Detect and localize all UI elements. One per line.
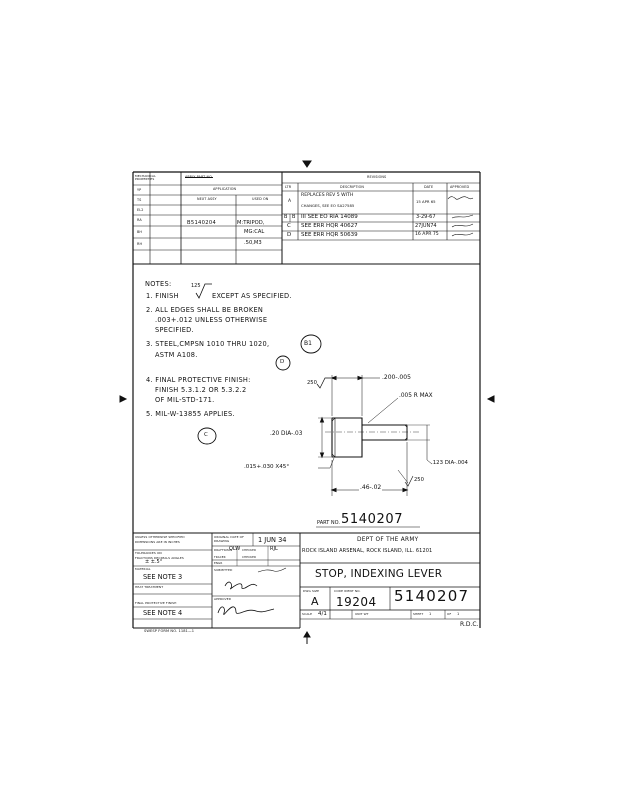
of-label: OF [447, 612, 452, 616]
code-ident-value: 19204 [336, 595, 377, 609]
scale-value: 4/1 [318, 611, 327, 617]
rev-d-approved [450, 232, 457, 236]
note-circle-c: C [204, 432, 208, 438]
form-number: SWESP FORM NO. 1181—1 [144, 629, 195, 633]
dim-finish-250-bottom: 250 [414, 477, 424, 483]
rev-c-approved [450, 223, 457, 227]
rev-a-desc2: CHANGES, SEE EO SA27585 [301, 203, 355, 208]
note-2-line2: .003+.012 UNLESS OTHERWISE [155, 316, 268, 324]
sheet-label: SHEET [413, 612, 424, 616]
rev-col-description: DESCRIPTION [340, 185, 365, 189]
tol-text-4: FRACTIONS DECIMALS ANGLES [135, 556, 184, 560]
checker-value: RJL [270, 546, 278, 552]
next-assy-value: B5140204 [187, 220, 217, 226]
application-header: APPLICATION [213, 187, 237, 191]
tol-text-3: TOLERANCES ON [135, 551, 162, 555]
mech-props-header: MECHANICAL PROPERTIES [135, 174, 156, 182]
apply-part-no-label: APPLY PART NO. [185, 175, 213, 179]
rev-b-desc: III SEE EO RIA 14089 [301, 214, 358, 220]
rev-b-approved [450, 214, 456, 218]
dim-46: .46-.02 [360, 484, 382, 491]
dim-005r: .005 R MAX [399, 393, 433, 399]
rev-a-date: 15 APR 65 [416, 199, 436, 204]
scale-label: SCALE [302, 612, 313, 616]
used-on-item-2: MG:CAL [244, 229, 265, 235]
mech-prop-rh: RH [137, 242, 143, 246]
rev-a-desc1: REPLACES REV 5 WITH [301, 193, 354, 198]
dim-finish-250-top: 250 [307, 380, 317, 386]
used-on-label: USED ON [252, 197, 269, 201]
note-4-line3: OF MIL-STD-171. [155, 396, 215, 404]
dim-20-dia: .20 DIA-.03 [270, 431, 303, 437]
checker-label: CHECKER [242, 548, 257, 552]
dwg-size-value: A [311, 595, 319, 608]
next-assy-label: NEXT ASSY [197, 197, 217, 201]
note-2-line1: 2. ALL EDGES SHALL BE BROKEN [146, 306, 264, 314]
final-finish-label: FINAL PROTECTIVE FINISH [135, 601, 177, 605]
unit-wt-label: UNIT WT [355, 612, 369, 616]
sheet-value: 1 [429, 612, 432, 616]
dwg-size-label: DWG SIZE [303, 589, 320, 593]
revisions-header: REVISIONS [367, 175, 387, 179]
checker2-label: CHECKER [242, 555, 257, 559]
used-on-item-1: M:TRIPOD, [237, 220, 265, 226]
rev-a-ltr: A [288, 199, 292, 204]
tol-values: ± ±.5° [145, 559, 163, 565]
dept-line-1: DEPT OF THE ARMY [357, 537, 419, 543]
note-1-a: 1. FINISH [146, 292, 179, 300]
engr-label: ENGR [214, 561, 223, 565]
final-finish-value: SEE NOTE 4 [143, 609, 183, 617]
mech-prop-el2: EL2 [137, 208, 144, 212]
mech-prop-ra: RA [137, 218, 142, 222]
heat-treatment-label: HEAT TREATMENT [135, 585, 164, 589]
tol-text-2: DIMENSIONS ARE IN INCHES [135, 540, 180, 544]
tracer-label: TRACER [214, 555, 226, 559]
draftsman-label: DRAFTSMAN [214, 548, 233, 552]
part-no: 5140207 [341, 512, 404, 527]
note-circle-d: D [280, 359, 285, 365]
draftsman-value: OLW [229, 546, 241, 552]
rev-col-date: DATE [424, 185, 434, 189]
dim-200: .200-.005 [382, 374, 411, 381]
drawing-title: STOP, INDEXING LEVER [315, 568, 443, 580]
drawing-number: 5140207 [394, 587, 470, 605]
rev-b-ltr: B [292, 214, 296, 220]
note-1-b: EXCEPT AS SPECIFIED. [212, 292, 292, 300]
notes-title: NOTES: [145, 280, 172, 288]
note-4-line1: 4. FINAL PROTECTIVE FINISH: [146, 376, 251, 384]
note-circle-b1: B1 [304, 340, 312, 347]
dim-123-dia: .123 DIA-.004 [431, 460, 468, 466]
rev-d-desc: SEE ERR HQR 50639 [301, 232, 358, 238]
mech-prop-bh: BH [137, 230, 143, 234]
part-no-label: PART NO. [317, 520, 340, 526]
rev-b-date: 3-29-67 [416, 214, 436, 220]
rev-col-ltr: LTR [285, 185, 292, 189]
rev-a-approved [450, 192, 465, 196]
material-value: SEE NOTE 3 [143, 573, 183, 581]
rev-c-ltr: C [287, 223, 291, 229]
approved-label: APPROVED [214, 597, 232, 601]
note-5: 5. MIL-W-13855 APPLIES. [146, 410, 235, 418]
dim-chamfer: .015+.030 X45° [244, 464, 290, 470]
of-value: 1 [457, 612, 460, 616]
note-4-line2: FINISH 5.3.1.2 OR 5.3.2.2 [155, 386, 247, 394]
dept-line-2: ROCK ISLAND ARSENAL, ROCK ISLAND, ILL. 61201 [302, 548, 433, 554]
material-label: MATERIAL [135, 567, 151, 571]
code-ident-label: CODE IDENT NO. [334, 589, 361, 593]
used-on-item-3: .50,M3 [244, 240, 262, 246]
rev-d-date: 16 APR 75 [415, 232, 439, 237]
rev-d-ltr: D [287, 232, 292, 238]
rev-b-ltr2: B [284, 214, 288, 220]
tol-text-1: UNLESS OTHERWISE SPECIFIED [135, 535, 185, 539]
rev-c-date: 27JUN74 [415, 223, 437, 229]
orig-date-value: 1 JUN 34 [258, 536, 287, 544]
orig-date-label: ORIGINAL DATE OF DRAWING [214, 535, 244, 543]
mech-prop-yp: YP [137, 188, 142, 192]
mech-prop-ts: TS [137, 198, 142, 202]
rev-c-desc: SEE ERR HQR 40627 [301, 223, 358, 229]
note-2-line3: SPECIFIED. [155, 326, 194, 334]
corner-mark: R.D.C. [460, 621, 479, 628]
submitted-label: SUBMITTED [214, 568, 233, 572]
note-3-line2: ASTM A108. [155, 351, 198, 359]
note-1-value: 125 [191, 283, 201, 289]
note-3-line1: 3. STEEL,CMPSN 1010 THRU 1020, [146, 340, 270, 348]
rev-col-approved: APPROVED [450, 185, 470, 189]
